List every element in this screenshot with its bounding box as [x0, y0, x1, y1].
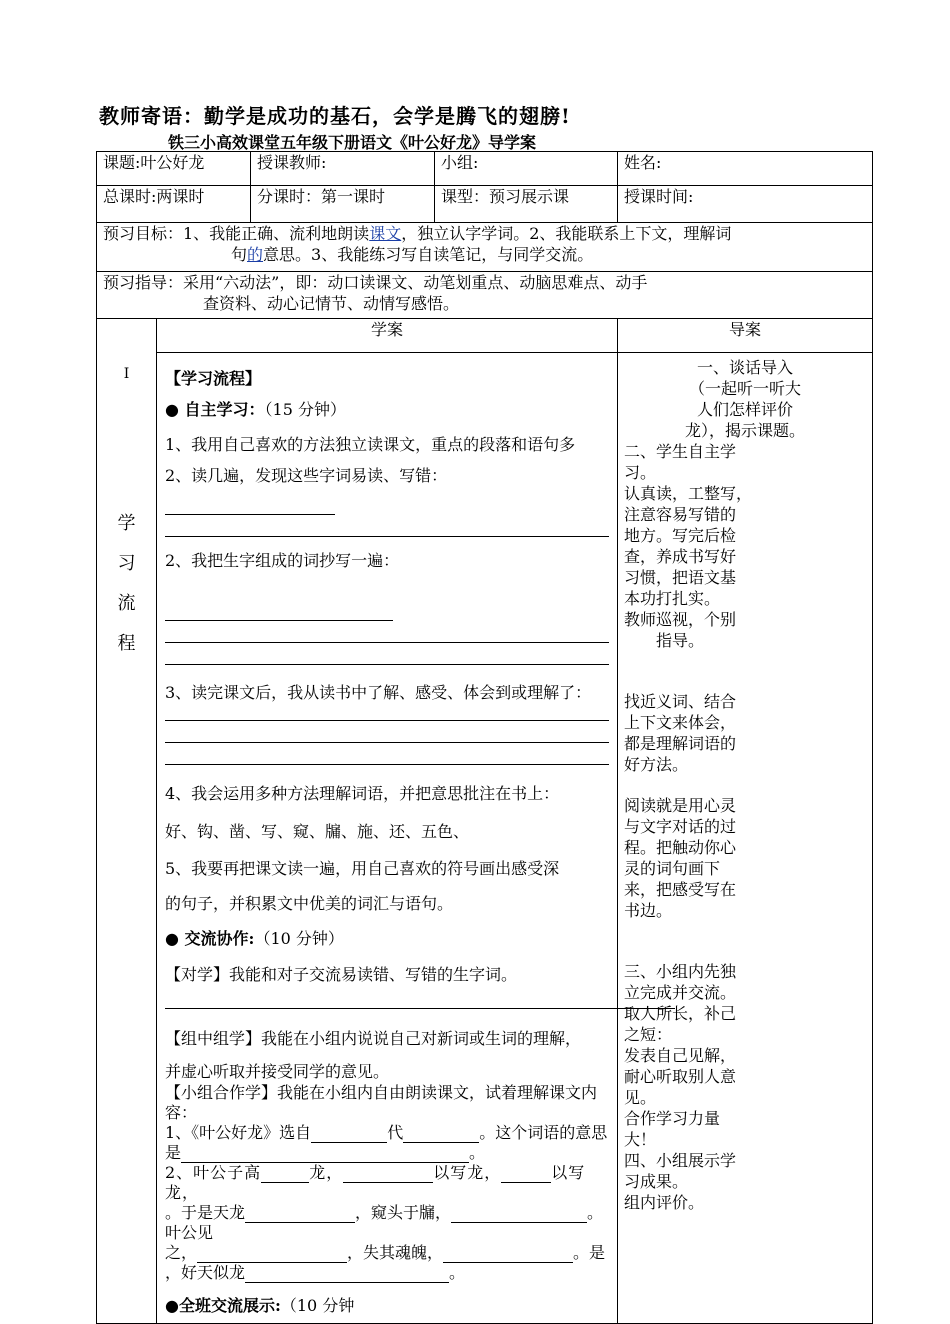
name-cell: 姓名:: [618, 152, 873, 186]
answer-blank[interactable]: [165, 603, 393, 621]
teacher-motto: 教师寄语：勤学是成功的基石，会学是腾飞的翅膀!: [99, 104, 571, 128]
guide-item: 习成果。: [624, 1172, 689, 1191]
guide-line-2: 查资料、动心记情节、动情写感悟。: [203, 294, 460, 313]
guide-item: 查，养成书写好: [624, 547, 737, 566]
question-5: 4、我会运用多种方法理解词语，并把意思批注在书上：: [165, 784, 560, 803]
fill-text: ，好天似龙: [165, 1263, 246, 1282]
pair-study: 【对学】我能和对子交流易读错、写错的生字词。: [165, 965, 518, 984]
guide-item: 耐心听取别人意: [624, 1067, 737, 1086]
guide-item: 好方法。: [624, 755, 689, 774]
guidance-cell: [618, 353, 873, 1324]
fill-blank[interactable]: [181, 1145, 469, 1163]
self-study-time: （15 分钟）: [264, 400, 346, 419]
document-title: 铁三小高效课堂五年级下册语文《叶公好龙》导学案: [168, 133, 537, 152]
fill-text: 。是: [573, 1243, 606, 1262]
fill-text: 1、《叶公好龙》选自: [165, 1123, 312, 1142]
guide-item: 找近义词、结合: [624, 692, 737, 711]
guide-item: 来，把感受写在: [624, 880, 737, 899]
question-2: 2、读几遍，发现这些字词易读、写错：: [165, 466, 448, 485]
preview-goal-row: [97, 223, 873, 272]
guide-item: 四、小组展示学: [624, 1151, 737, 1170]
side-char-4: 程: [117, 633, 136, 654]
side-char-2: 习: [117, 553, 136, 574]
guide-item: 人们怎样评价: [696, 400, 793, 419]
answer-line[interactable]: [165, 743, 609, 765]
fill-blank[interactable]: [501, 1165, 551, 1183]
self-study-title: ● 自主学习：: [165, 400, 265, 419]
group-study-1: 【组中组学】我能在小组内说说自己对新词或生词的理解，: [165, 1029, 582, 1048]
guide-item: 组内评价。: [624, 1193, 705, 1212]
class-show-title: ●全班交流展示:: [165, 1296, 281, 1315]
daoan-header: 导案: [618, 319, 873, 353]
total-hours-cell: 总课时:两课时: [97, 186, 251, 223]
fill-blank[interactable]: [311, 1125, 387, 1143]
question-6b: 的句子，并积累文中优美的词汇与语句。: [165, 894, 454, 913]
guide-item: 地方。写完后检: [624, 526, 737, 545]
fill-text: 。: [469, 1143, 486, 1162]
session-cell: 分课时：第一课时: [251, 186, 435, 223]
guide-item: 立完成并交流。: [624, 983, 737, 1002]
class-show-time: （10 分钟: [280, 1296, 355, 1315]
column-header-row: [97, 319, 873, 353]
fill-blank[interactable]: [197, 1245, 347, 1263]
group-cell: 小组:: [435, 152, 618, 186]
side-char-3: 流: [117, 593, 136, 614]
fill-text: 之，: [165, 1243, 198, 1262]
guide-item: 合作学习力量: [624, 1109, 721, 1128]
guide-item: 灵的词句画下: [624, 859, 721, 878]
flow-title: 【学习流程】: [165, 369, 262, 388]
guide-item: 上下文来体会，: [624, 713, 737, 732]
fill-text: 。叶公见: [165, 1203, 604, 1242]
goal-text-2: ，独立认字学词。2、我能联系上下文，理解词: [401, 224, 732, 243]
guide-item: 见。: [624, 1088, 657, 1107]
guide-item: 都是理解词语的: [624, 734, 737, 753]
vocab-words: 好、钩、凿、写、窥、牖、施、还、五色、: [165, 822, 470, 841]
question-3: 2、我把生字组成的词抄写一遍：: [165, 551, 400, 570]
fill-blank[interactable]: [261, 1165, 309, 1183]
fill-text: 。这个词语的意思: [479, 1123, 608, 1142]
fill-blank[interactable]: [451, 1205, 587, 1223]
guide-item: 认真读，工整写，: [624, 484, 753, 503]
guide-item: 习。: [624, 463, 657, 482]
info-row-1: [97, 152, 873, 186]
guide-item: 阅读就是用心灵: [624, 796, 737, 815]
question-1: 1、我用自己喜欢的方法独立读课文，重点的段落和语句多: [165, 435, 576, 454]
exchange-time: （10 分钟）: [254, 929, 344, 948]
question-6a: 5、我要再把课文读一遍，用自己喜欢的符号画出感受深: [165, 859, 560, 878]
guide-item: 一、谈话导入: [696, 358, 793, 377]
goal-text-1: 预习目标：1、我能正确、流利地朗读: [103, 224, 370, 243]
side-char-1: 学: [117, 513, 136, 534]
guide-item: 龙），揭示课题。: [684, 421, 805, 440]
info-row-2: [97, 186, 873, 223]
fill-text: 。: [449, 1263, 466, 1282]
topic-cell: 课题:叶公好龙: [97, 152, 251, 186]
guide-item: 与文字对话的过: [624, 817, 737, 836]
guide-item: 发表自己见解，: [624, 1046, 737, 1065]
teacher-cell: 授课教师:: [251, 152, 435, 186]
goal-text-3: 句: [231, 245, 248, 264]
guide-item: 二、学生自主学: [624, 442, 737, 461]
guide-item: 习惯，把语文基: [624, 568, 737, 587]
lesson-plan-table: [96, 151, 873, 1324]
guide-item: 之短：: [624, 1025, 673, 1044]
coop-study-2: 容：: [165, 1103, 198, 1122]
guide-item: 本功打扎实。: [624, 589, 721, 608]
fill-text: ，失其魂魄，: [347, 1243, 444, 1262]
guide-item: 大！: [624, 1130, 657, 1149]
preview-goal-cell: [97, 223, 873, 272]
guide-item: 教师巡视，个别: [624, 610, 737, 629]
fill-text: 代: [387, 1123, 404, 1142]
fill-blank[interactable]: [343, 1165, 433, 1183]
content-row: [97, 353, 873, 1324]
preview-guide-row: [97, 272, 873, 319]
guide-item: 注意容易写错的: [624, 505, 737, 524]
lesson-time-cell: 授课时间:: [618, 186, 873, 223]
preview-guide-cell: [97, 272, 873, 319]
question-4: 3、读完课文后，我从读书中了解、感受、体会到或理解了：: [165, 683, 592, 702]
fill-text: 以写龙，: [165, 1163, 586, 1202]
fill-blank[interactable]: [443, 1245, 573, 1263]
coop-study-1: 【小组合作学】我能在小组内自由朗读课文，试着理解课文内: [165, 1083, 598, 1102]
side-label-cell: [97, 319, 157, 1324]
fill-text: 是: [165, 1143, 182, 1162]
fill-blank[interactable]: [245, 1205, 355, 1223]
goal-link-text[interactable]: 课文: [369, 224, 402, 243]
answer-line[interactable]: [165, 515, 609, 537]
goal-text-4: 意思。3、我能练习写自读笔记，与同学交流。: [263, 245, 594, 264]
guide-item: 书边。: [624, 901, 673, 920]
answer-line[interactable]: [165, 643, 609, 665]
guide-item: 三、小组内先独: [624, 962, 737, 981]
study-content-cell: [157, 353, 618, 1324]
side-mark: I: [123, 366, 130, 382]
guide-item: 指导。: [656, 631, 705, 650]
fill-text: 。于是天龙: [165, 1203, 246, 1222]
lesson-type-cell: 课型：预习展示课: [435, 186, 618, 223]
answer-blank[interactable]: [165, 497, 335, 515]
xuean-header: 学案: [157, 319, 618, 353]
goal-link-de[interactable]: 的: [247, 245, 264, 264]
guide-line-1: 预习指导：采用“六动法”，即：动口读课文、动笔划重点、动脑思难点、动手: [103, 273, 648, 292]
answer-line[interactable]: [165, 621, 609, 643]
fill-text: ，窥头于牖，: [355, 1203, 452, 1222]
exchange-title: ● 交流协作:: [165, 929, 255, 948]
fill-blank[interactable]: [403, 1125, 479, 1143]
fill-blank[interactable]: [245, 1265, 449, 1283]
group-study-2: 并虚心听取并接受同学的意见。: [165, 1062, 390, 1081]
answer-line[interactable]: [165, 721, 609, 743]
fill-text: 龙，: [309, 1163, 344, 1182]
fill-text: 2、叶公子高: [165, 1163, 262, 1182]
guide-item: 取人所长，补己: [624, 1004, 737, 1023]
guide-item: 程。把触动你心: [624, 838, 737, 857]
fill-text: 以写龙，: [433, 1163, 502, 1182]
guide-item: （一起听一听大: [688, 379, 801, 398]
